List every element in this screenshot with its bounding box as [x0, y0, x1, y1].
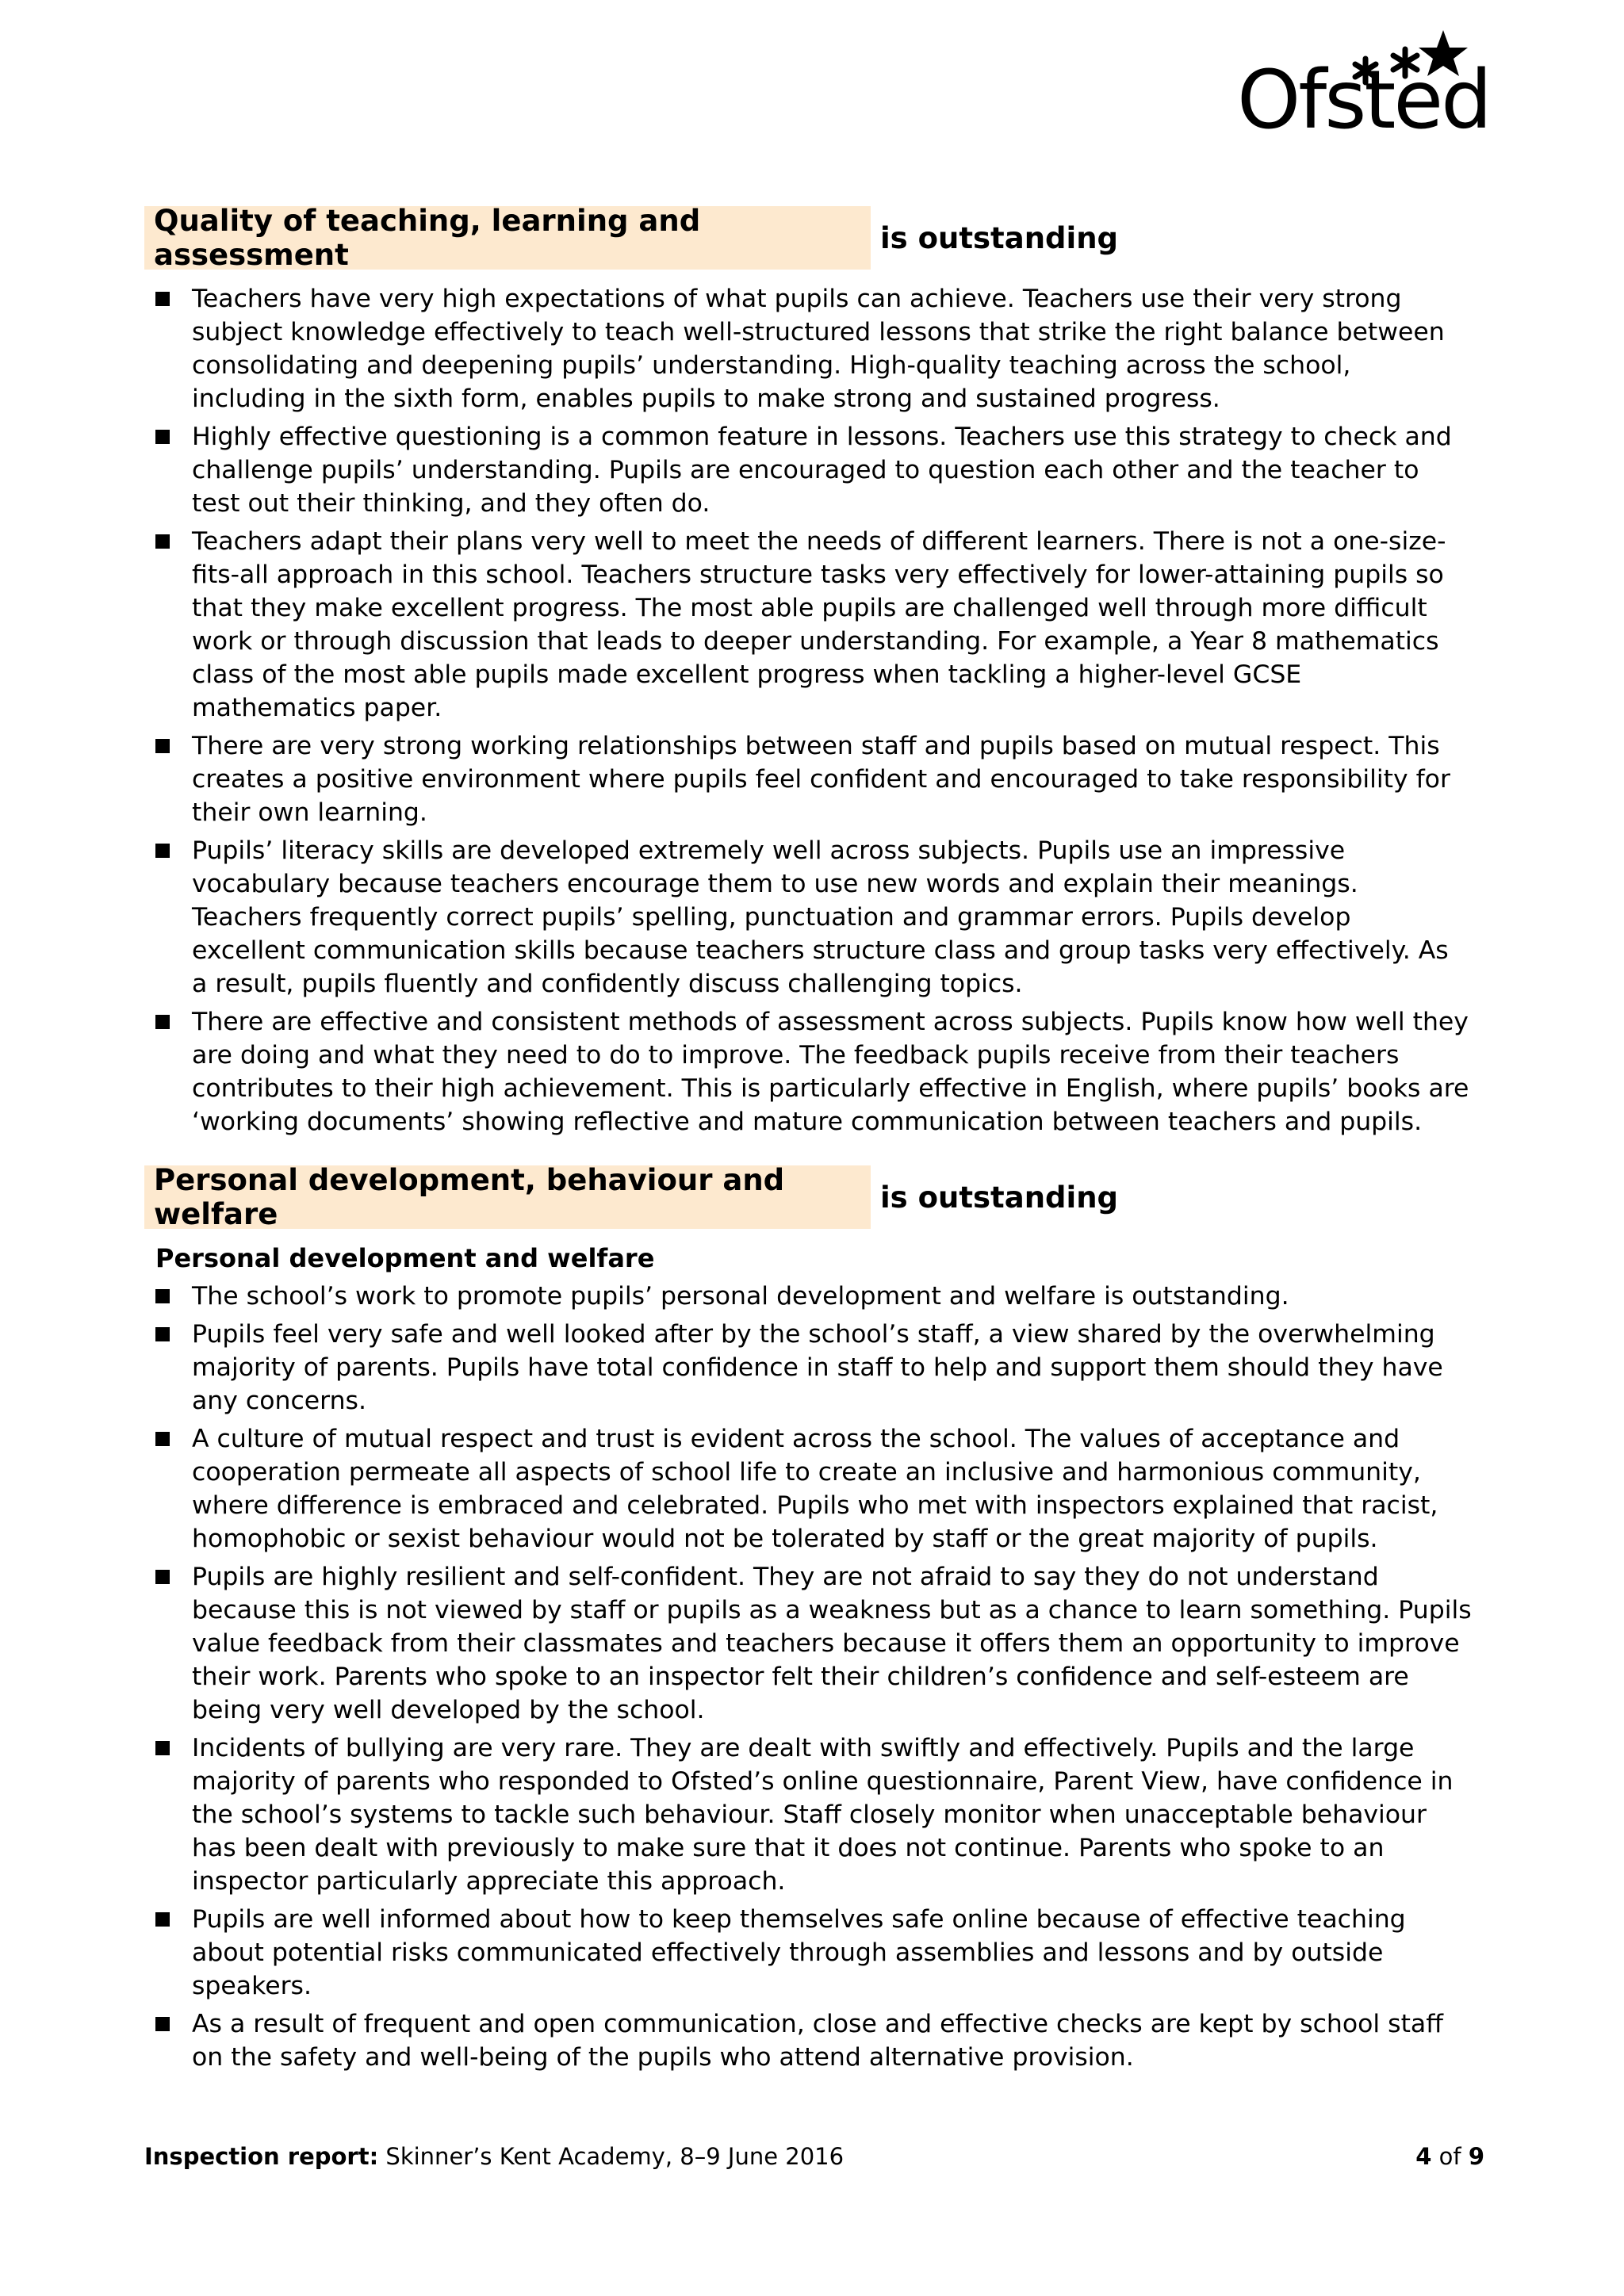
bullet-item	[155, 420, 1472, 520]
bullet-text: Incidents of bullying are very rare. They are dealt with swiftly and effectively. Pupils and the large majority of parents who responded to Ofsted’s online questionnaire, Parent View, have confidence in the school’s systems to tackle such behaviour. Staff closely monitor when unacceptable behaviour has been dealt with previously to make sure that it does not continue. Parents who spoke to an inspector particularly appreciate this approach.	[192, 1734, 1454, 1896]
bullet-text: There are effective and consistent methods of assessment across subjects. Pupils know how well they are doing and what they need to do to improve. The feedback pupils receive from their teachers contributes to their high achievement. This is particularly effective in English, where pupils’ books are ‘working documents’ showing reflective and mature communication between teachers and pupils.	[192, 1008, 1469, 1136]
welfare-bullet-list	[155, 1280, 1472, 2079]
section-grade: is outstanding	[880, 1180, 1119, 1215]
square-bullet-icon	[155, 739, 170, 753]
square-bullet-icon	[155, 1912, 170, 1927]
square-bullet-icon	[155, 1289, 170, 1303]
teaching-bullet-list	[155, 282, 1472, 1143]
bullet-text: Teachers adapt their plans very well to meet the needs of different learners. There is not a one-size-fits-all approach in this school. Teachers structure tasks very effectively for lower-attaining pupils so that they make excellent progress. The most able pupils are challenged well through more difficult work or through discussion that leads to deeper understanding. For example, a Year 8 mathematics class of the most able pupils made excellent progress when tackling a higher-level GCSE mathematics paper.	[192, 527, 1446, 722]
square-bullet-icon	[155, 430, 170, 444]
bullet-text: Pupils’ literacy skills are developed extremely well across subjects. Pupils use an impressive vocabulary because teachers encourage them to use new words and explain their meanings. Teachers frequently correct pupils’ spelling, punctuation and grammar errors. Pupils develop excellent communication skills because teachers structure class and group tasks very effectively. As a result, pupils fluently and confidently discuss challenging topics.	[192, 836, 1449, 998]
section-heading-teaching	[144, 206, 1118, 270]
bullet-item	[155, 1560, 1472, 1727]
bullet-text: Pupils are well informed about how to keep themselves safe online because of effective teaching about potential risks communicated effectively through assemblies and lessons and by outside speakers.	[192, 1905, 1406, 2000]
bullet-text: There are very strong working relationships between staff and pupils based on mutual respect. This creates a positive environment where pupils feel confident and encouraged to take responsibility for their own learning.	[192, 732, 1450, 827]
bullet-text: Pupils are highly resilient and self-confident. They are not afraid to say they do not understand because this is not viewed by staff or pupils as a weakness but as a chance to learn something. Pupils value feedback from their classmates and teachers because it offers them an opportunity to improve their work. Parents who spoke to an inspector felt their children’s confidence and self-esteem are being very well developed by the school.	[192, 1563, 1472, 1724]
bullet-text: As a result of frequent and open communication, close and effective checks are kept by school staff on the safety and well-being of the pupils who attend alternative provision.	[192, 2010, 1443, 2072]
square-bullet-icon	[155, 1432, 170, 1446]
bullet-item	[155, 1280, 1472, 1313]
section-title: Quality of teaching, learning and assessment	[144, 206, 871, 270]
page-current: 4	[1415, 2143, 1432, 2170]
footer-detail: Skinner’s Kent Academy, 8–9 June 2016	[385, 2143, 845, 2170]
square-bullet-icon	[155, 1327, 170, 1341]
footer-label: Inspection report:	[144, 2143, 379, 2170]
bullet-item	[155, 282, 1472, 415]
bullet-item	[155, 1005, 1472, 1138]
page-total: 9	[1468, 2143, 1484, 2170]
bullet-item	[155, 1422, 1472, 1556]
section-grade: is outstanding	[880, 220, 1119, 255]
square-bullet-icon	[155, 844, 170, 858]
subheading: Personal development and welfare	[155, 1243, 655, 1273]
square-bullet-icon	[155, 1741, 170, 1755]
bullet-item	[155, 1903, 1472, 2003]
square-bullet-icon	[155, 1015, 170, 1029]
bullet-item	[155, 1732, 1472, 1898]
bullet-item	[155, 729, 1472, 829]
bullet-text: Teachers have very high expectations of what pupils can achieve. Teachers use their very strong subject knowledge effectively to teach well-structured lessons that strike the right balance between consolidating and deepening pupils’ understanding. High-quality teaching across the school, including in the sixth form, enables pupils to make strong and sustained progress.	[192, 285, 1445, 413]
logo-text: Ofsted	[1237, 53, 1490, 147]
page-number	[1415, 2141, 1484, 2172]
bullet-item	[155, 2007, 1472, 2074]
bullet-text: The school’s work to promote pupils’ personal development and welfare is outstanding.	[192, 1282, 1289, 1311]
bullet-text: Pupils feel very safe and well looked after by the school’s staff, a view shared by the overwhelming majority of parents. Pupils have total confidence in staff to help and support them should they have any concerns.	[192, 1320, 1443, 1415]
square-bullet-icon	[155, 2017, 170, 2031]
ofsted-logo	[1237, 27, 1490, 147]
bullet-item	[155, 834, 1472, 1001]
footer-report-info	[144, 2141, 844, 2172]
section-heading-personal-development	[144, 1165, 1118, 1229]
bullet-item	[155, 525, 1472, 725]
square-bullet-icon	[155, 292, 170, 306]
square-bullet-icon	[155, 1570, 170, 1584]
page-of: of	[1438, 2143, 1461, 2170]
bullet-item	[155, 1318, 1472, 1418]
section-title: Personal development, behaviour and welfare	[144, 1165, 871, 1229]
page-footer	[144, 2141, 1484, 2172]
square-bullet-icon	[155, 534, 170, 549]
bullet-text: Highly effective questioning is a common feature in lessons. Teachers use this strategy to check and challenge pupils’ understanding. Pupils are encouraged to question each other and the teacher to test out their thinking, and they often do.	[192, 423, 1452, 518]
bullet-text: A culture of mutual respect and trust is evident across the school. The values of acceptance and cooperation permeate all aspects of school life to create an inclusive and harmonious community, where difference is embraced and celebrated. Pupils who met with inspectors explained that racist, homophobic or sexist behaviour would not be tolerated by staff or the great majority of pupils.	[192, 1425, 1438, 1553]
